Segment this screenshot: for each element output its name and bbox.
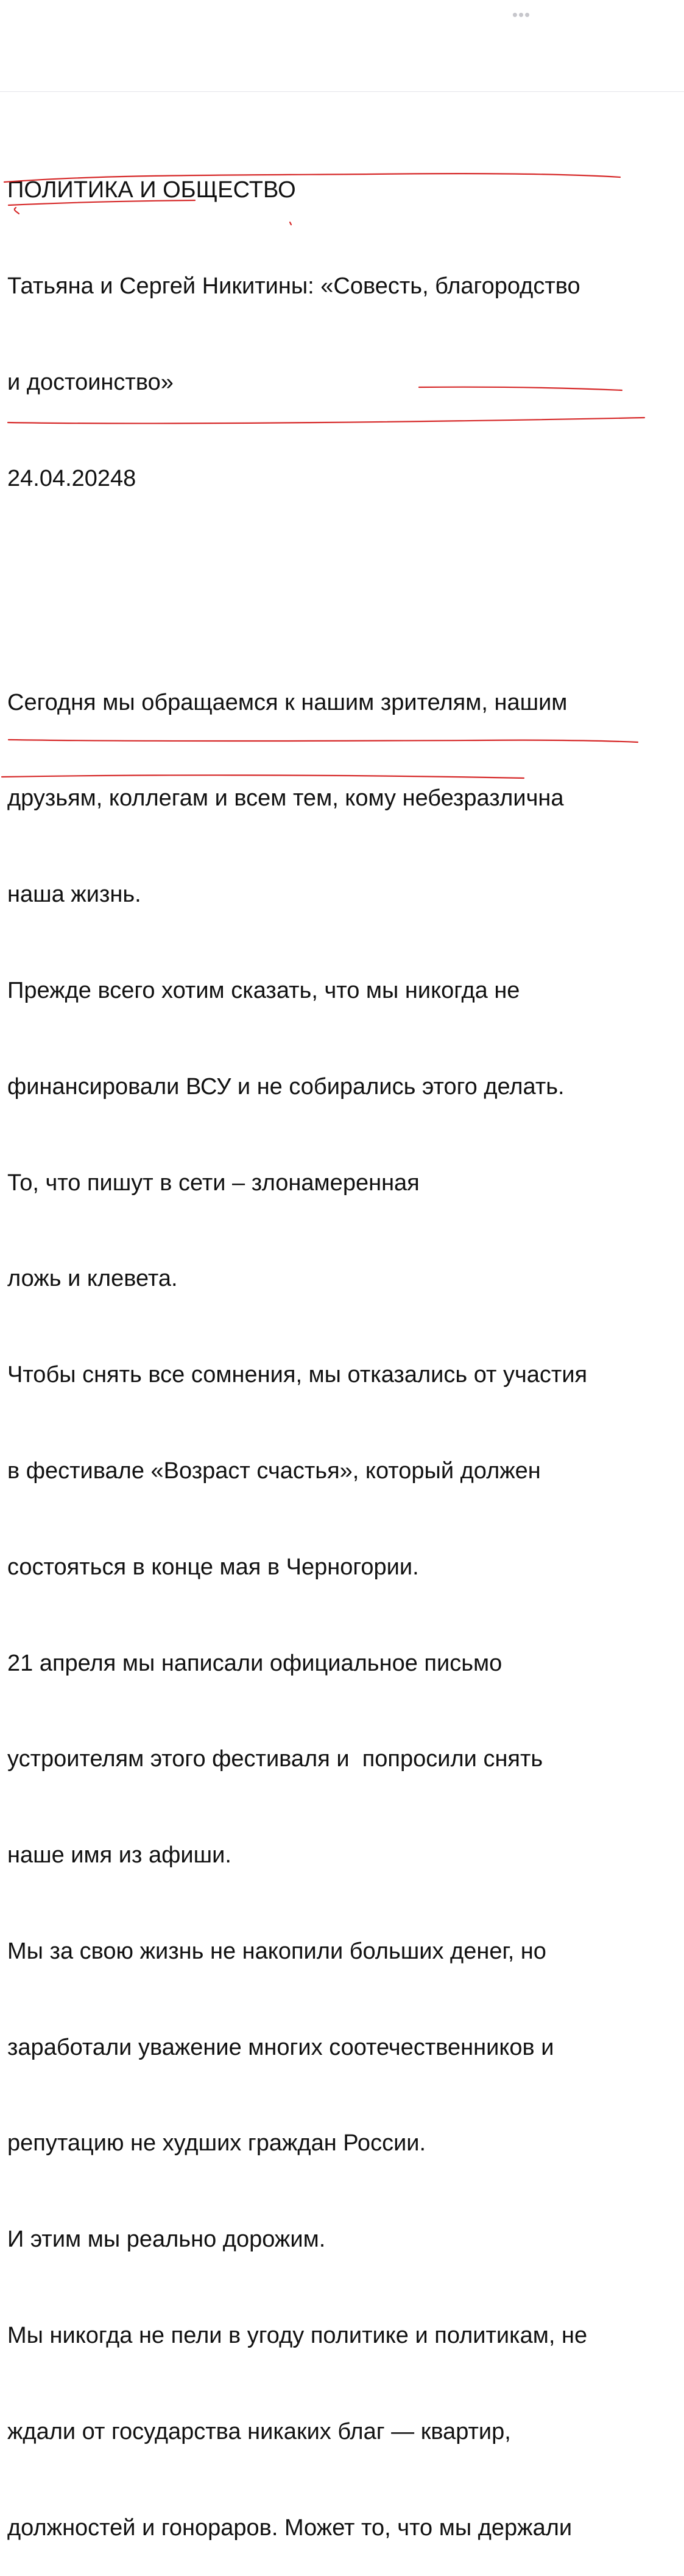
body-line: должностей и гонораров. Может то, что мы держали (7, 2515, 573, 2541)
article-title-line-1: Татьяна и Сергей Никитины: «Совесть, благородство (7, 273, 580, 299)
body-line: 21 апреля мы написали официальное письмо (7, 1650, 502, 1676)
body-line: Сегодня мы обращаемся к нашим зрителям, нашим (7, 689, 568, 715)
body-line: ждали от государства никаких благ — квартир, (7, 2418, 511, 2444)
body-line: ложь и клевета. (7, 1266, 178, 1292)
article-text (7, 110, 680, 2576)
body-line: репутацию не худших граждан России. (7, 2130, 426, 2157)
body-line: И этим мы реально дорожим. (7, 2227, 326, 2253)
body-line: друзьям, коллегам и всем тем, кому небезразлична (7, 785, 564, 812)
body-line: заработали уважение многих соотечественников и (7, 2034, 554, 2060)
body-line: финансировали ВСУ и не собирались этого делать. (7, 1073, 565, 1100)
article-title-line-2: и достоинство» (7, 369, 174, 395)
body-line: Чтобы снять все сомнения, мы отказались от участия (7, 1362, 588, 1388)
body-line: Мы за свою жизнь не накопили больших денег, но (7, 1938, 546, 1964)
body-line: устроителям этого фестиваля и попросили снять (7, 1746, 543, 1772)
body-line: Мы никогда не пели в угоду политике и политикам, не (7, 2322, 588, 2348)
article-date: 24.04.20248 (7, 465, 136, 491)
body-line: Прежде всего хотим сказать, что мы никогда не (7, 978, 520, 1004)
top-bar (0, 0, 684, 91)
body-line: наше имя из афиши. (7, 1842, 231, 1869)
more-options-button[interactable] (503, 4, 540, 26)
body-line: состояться в конце мая в Черногории. (7, 1554, 419, 1580)
body-line: в фестивале «Возраст счастья», который должен (7, 1458, 541, 1484)
section-label: ПОЛИТИКА И ОБЩЕСТВО (7, 177, 296, 203)
body-line: наша жизнь. (7, 882, 141, 908)
more-horizontal-icon: ••• (512, 5, 531, 24)
paragraph-gap (7, 558, 680, 591)
header-divider (0, 91, 684, 92)
body-line: То, что пишут в сети – злонамеренная (7, 1170, 420, 1196)
